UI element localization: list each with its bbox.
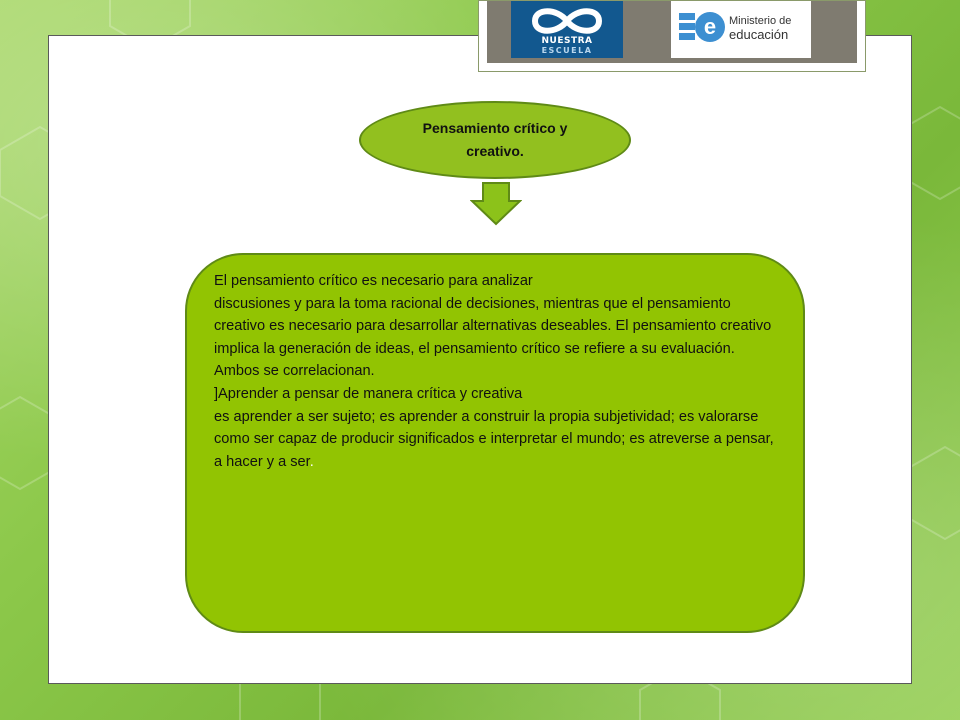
content-line-text: a hacer y a ser	[214, 453, 310, 470]
content-line: es aprender a ser sujeto; es aprender a construir la propia subjetividad; es valorarse	[214, 408, 759, 425]
content-line: discusiones y para la toma racional de decisiones, mientras que el pensamiento	[214, 295, 731, 312]
logo-banner	[478, 0, 866, 72]
svg-text:e: e	[703, 14, 717, 39]
page-title: Pensamiento crítico y creativo.	[422, 120, 568, 159]
content-line: como ser capaz de producir significados e interpretar el mundo; es atreverse a pensar,	[214, 431, 774, 448]
content-box	[185, 253, 805, 633]
content-line: Ambos se correlacionan.	[214, 363, 375, 380]
nuestra-escuela-logo	[511, 1, 623, 58]
content-line-last	[214, 451, 775, 474]
e-mark-icon	[679, 9, 727, 45]
ministerio-logo-line2: educación	[729, 27, 789, 42]
content-line: El pensamiento crítico es necesario para analizar	[214, 273, 533, 289]
content-text	[214, 270, 775, 473]
down-arrow-icon	[470, 182, 522, 226]
content-line: implica la generación de ideas, el pensamiento crítico se refiere a su evaluación.	[214, 340, 735, 357]
logo-banner-background	[487, 1, 857, 63]
ministerio-educacion-logo	[671, 1, 811, 58]
ministerio-logo-line1: Ministerio de	[729, 15, 792, 27]
title-oval	[359, 101, 631, 179]
infinity-icon	[521, 6, 613, 36]
content-final-dot: .	[309, 453, 314, 470]
content-line: creativo es necesario para desarrollar alternativas deseables. El pensamiento creativo	[214, 318, 772, 335]
nuestra-logo-line1: NUESTRA	[541, 36, 593, 46]
nuestra-logo-line2: ESCUELA	[541, 46, 593, 55]
content-line: ]Aprender a pensar de manera crítica y creativa	[214, 385, 523, 402]
